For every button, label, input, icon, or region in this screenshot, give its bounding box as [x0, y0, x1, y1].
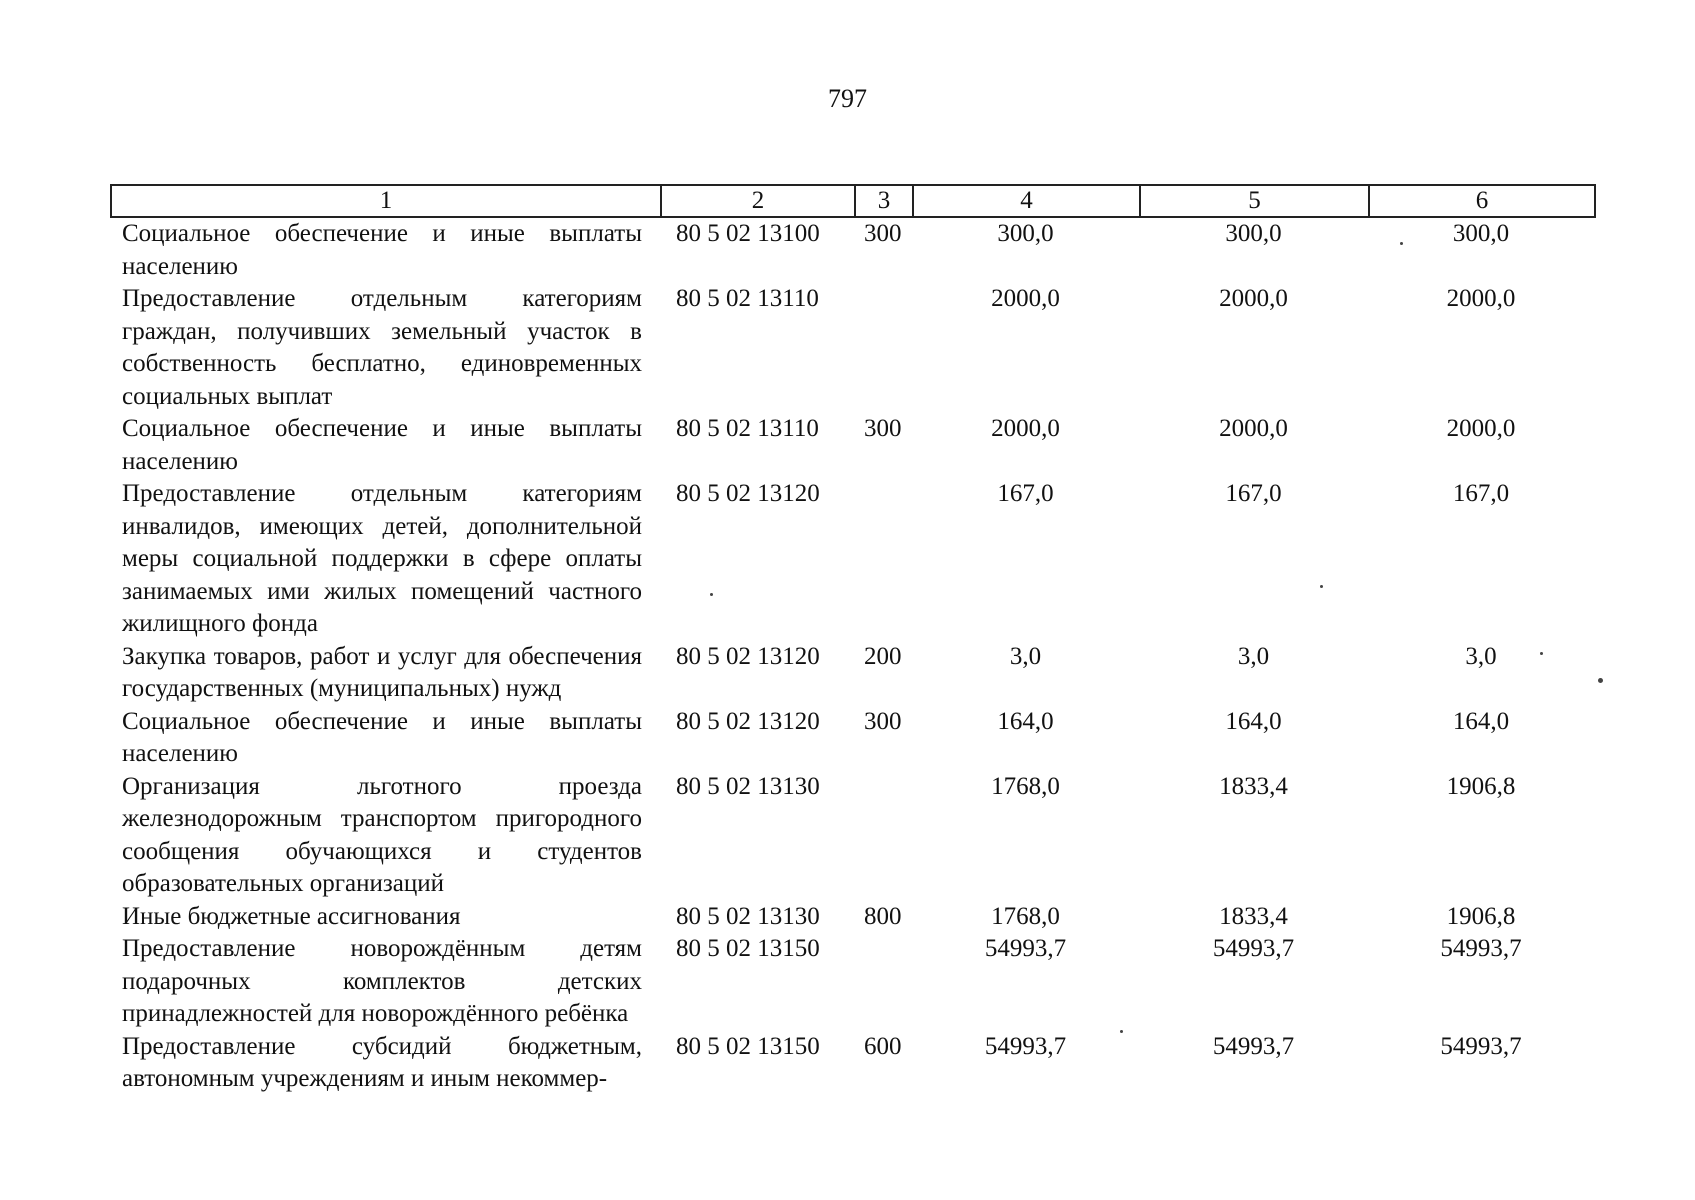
row-name: Закупка товаров, работ и услуг для обеспечения государственных (муниципальных) нужд	[122, 642, 642, 702]
scan-speck	[1540, 652, 1543, 655]
row-code: 80 5 02 13120	[676, 642, 820, 670]
row-value-4: 1768,0	[991, 772, 1060, 800]
row-code: 80 5 02 13110	[676, 415, 819, 442]
row-value-5: 1833,4	[1219, 772, 1288, 800]
row-value-4: 2000,0	[991, 415, 1060, 442]
header-col-2: 2	[661, 185, 855, 217]
budget-table	[110, 218, 1594, 1096]
table-row	[110, 933, 1594, 1031]
row-value-6: 2000,0	[1446, 415, 1516, 442]
header-row	[111, 185, 1595, 217]
row-name: Предоставление субсидий бюджетным, автономным учреждениям и иным некоммер-	[122, 1032, 642, 1092]
row-code: 80 5 02 13130	[676, 772, 820, 800]
header-col-4: 4	[913, 185, 1140, 217]
row-value-5: 1833,4	[1219, 902, 1288, 930]
row-value-5: 164,0	[1225, 707, 1282, 735]
row-name: Социальное обеспечение и иные выплаты населению	[122, 707, 642, 767]
table-row	[110, 706, 1594, 771]
table-row	[110, 413, 1594, 478]
row-vr: 300	[864, 415, 902, 442]
row-value-4: 167,0	[997, 480, 1054, 507]
row-value-6: 164,0	[1452, 707, 1510, 735]
table-row	[110, 1031, 1594, 1096]
row-vr: 300	[864, 220, 902, 247]
table-header	[110, 184, 1596, 218]
row-value-6: 300,0	[1452, 220, 1510, 247]
table-row	[110, 641, 1594, 706]
row-value-4: 164,0	[997, 707, 1054, 735]
row-vr	[854, 478, 912, 641]
row-code: 80 5 02 13100	[676, 220, 820, 247]
row-vr: 300	[864, 707, 902, 735]
row-value-4: 300,0	[997, 220, 1054, 247]
row-vr: 600	[864, 1032, 902, 1060]
row-value-6: 2000,0	[1446, 285, 1516, 312]
row-value-5: 54993,7	[1212, 1032, 1295, 1060]
row-value-4: 2000,0	[991, 285, 1060, 312]
row-value-5: 2000,0	[1219, 285, 1288, 312]
table-row	[110, 901, 1594, 934]
scan-speck	[710, 593, 713, 596]
row-value-4: 1768,0	[991, 902, 1060, 930]
row-value-5: 300,0	[1225, 220, 1282, 247]
row-value-5: 2000,0	[1219, 415, 1288, 442]
row-value-6: 3,0	[1465, 642, 1497, 670]
row-value-5: 3,0	[1237, 642, 1270, 670]
table-row	[110, 478, 1594, 641]
row-vr: 800	[864, 902, 902, 930]
row-value-4: 54993,7	[984, 1032, 1067, 1060]
scan-speck	[1320, 585, 1323, 588]
header-col-1: 1	[111, 185, 661, 217]
header-col-5: 5	[1140, 185, 1369, 217]
row-vr	[854, 283, 912, 413]
row-code: 80 5 02 13120	[676, 480, 820, 507]
row-vr: 200	[864, 642, 902, 670]
row-name: Предоставление отдельным категориям граждан, получивших земельный участок в собственность бесплатно, единовременных социальных выплат	[122, 285, 642, 410]
page-number: 797	[828, 84, 867, 113]
row-value-5: 167,0	[1225, 480, 1282, 507]
header-col-3: 3	[855, 185, 913, 217]
row-value-6: 54993,7	[1440, 935, 1522, 962]
scan-speck	[1598, 678, 1603, 683]
row-value-6: 167,0	[1452, 480, 1510, 507]
header-col-6: 6	[1369, 185, 1595, 217]
row-value-4: 3,0	[1009, 642, 1042, 670]
row-code: 80 5 02 13150	[676, 1032, 820, 1060]
row-vr	[854, 933, 912, 1031]
row-name: Предоставление отдельным категориям инвалидов, имеющих детей, дополнительной меры социальной поддержки в сфере оплаты занимаемых ими жилых помещений частного жилищного фонда	[122, 480, 642, 637]
row-value-6: 1906,8	[1446, 902, 1516, 930]
row-value-6: 54993,7	[1440, 1032, 1522, 1060]
row-value-6: 1906,8	[1446, 772, 1516, 800]
row-code: 80 5 02 13120	[676, 707, 820, 735]
row-code: 80 5 02 13150	[676, 935, 820, 962]
scan-speck	[1400, 242, 1403, 245]
row-vr	[854, 771, 912, 901]
row-name: Социальное обеспечение и иные выплаты населению	[122, 220, 642, 280]
row-name: Иные бюджетные ассигнования	[122, 902, 461, 930]
row-value-5: 54993,7	[1212, 935, 1295, 962]
row-code: 80 5 02 13110	[676, 285, 819, 312]
row-code: 80 5 02 13130	[676, 902, 820, 930]
row-name: Социальное обеспечение и иные выплаты населению	[122, 415, 642, 475]
row-name: Предоставление новорождённым детям подарочных комплектов детских принадлежностей для новорождённого ребёнка	[122, 935, 642, 1027]
table-row	[110, 283, 1594, 413]
scan-speck	[1120, 1030, 1123, 1033]
table-row	[110, 771, 1594, 901]
row-value-4: 54993,7	[984, 935, 1067, 962]
table-row	[110, 218, 1594, 283]
row-name: Организация льготного проезда железнодорожным транспортом пригородного сообщения обучающихся и студентов образовательных организаций	[122, 772, 642, 897]
